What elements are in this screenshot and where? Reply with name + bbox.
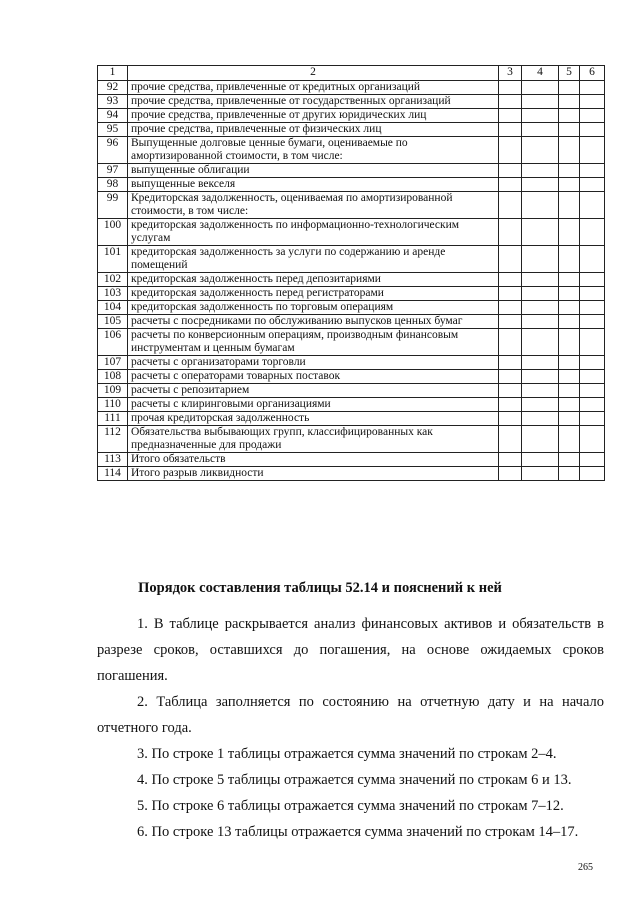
row-number: 110 <box>98 398 128 412</box>
value-cell <box>499 81 522 95</box>
table-row <box>98 164 605 178</box>
value-cell <box>580 426 605 453</box>
row-number: 111 <box>98 412 128 426</box>
value-cell <box>580 301 605 315</box>
row-number: 92 <box>98 81 128 95</box>
value-cell <box>580 246 605 273</box>
row-description: Обязательства выбывающих групп, классифицированных как предназначенные для продажи <box>128 426 499 453</box>
table-row <box>98 178 605 192</box>
row-description: кредиторская задолженность по торговым операциям <box>128 301 499 315</box>
row-number: 94 <box>98 109 128 123</box>
value-cell <box>559 137 580 164</box>
table-row <box>98 329 605 356</box>
table-row <box>98 453 605 467</box>
table-row <box>98 246 605 273</box>
value-cell <box>559 370 580 384</box>
value-cell <box>522 81 559 95</box>
value-cell <box>522 273 559 287</box>
value-cell <box>559 178 580 192</box>
value-cell <box>499 164 522 178</box>
value-cell <box>559 219 580 246</box>
table-row <box>98 356 605 370</box>
table-row <box>98 109 605 123</box>
value-cell <box>522 384 559 398</box>
value-cell <box>559 301 580 315</box>
value-cell <box>499 467 522 481</box>
value-cell <box>499 219 522 246</box>
paragraph-4: 4. По строке 5 таблицы отражается сумма значений по строкам 6 и 13. <box>137 772 572 788</box>
table-row <box>98 95 605 109</box>
value-cell <box>559 412 580 426</box>
row-number: 96 <box>98 137 128 164</box>
row-description: Итого разрыв ликвидности <box>128 467 499 481</box>
value-cell <box>580 219 605 246</box>
value-cell <box>522 219 559 246</box>
value-cell <box>559 273 580 287</box>
row-number: 97 <box>98 164 128 178</box>
value-cell <box>522 192 559 219</box>
value-cell <box>522 453 559 467</box>
value-cell <box>559 109 580 123</box>
column-header: 2 <box>128 66 499 81</box>
row-number: 112 <box>98 426 128 453</box>
value-cell <box>559 453 580 467</box>
value-cell <box>499 273 522 287</box>
column-header: 6 <box>580 66 605 81</box>
value-cell <box>580 453 605 467</box>
row-description: расчеты с репозитарием <box>128 384 499 398</box>
row-number: 102 <box>98 273 128 287</box>
value-cell <box>499 178 522 192</box>
row-description: кредиторская задолженность перед регистраторами <box>128 287 499 301</box>
value-cell <box>522 164 559 178</box>
value-cell <box>580 137 605 164</box>
value-cell <box>499 137 522 164</box>
value-cell <box>522 412 559 426</box>
value-cell <box>559 246 580 273</box>
row-description: Выпущенные долговые ценные бумаги, оцениваемые по амортизированной стоимости, в том числе: <box>128 137 499 164</box>
row-description: расчеты с операторами товарных поставок <box>128 370 499 384</box>
value-cell <box>580 192 605 219</box>
value-cell <box>559 426 580 453</box>
row-number: 114 <box>98 467 128 481</box>
value-cell <box>580 412 605 426</box>
table-row <box>98 137 605 164</box>
row-description: расчеты с клиринговыми организациями <box>128 398 499 412</box>
table-row <box>98 273 605 287</box>
value-cell <box>499 192 522 219</box>
value-cell <box>499 370 522 384</box>
value-cell <box>580 370 605 384</box>
table-row <box>98 315 605 329</box>
row-number: 105 <box>98 315 128 329</box>
row-number: 109 <box>98 384 128 398</box>
paragraph-5: 5. По строке 6 таблицы отражается сумма значений по строкам 7–12. <box>137 798 564 814</box>
row-description: расчеты по конверсионным операциям, производным финансовым инструментам и ценным бумагам <box>128 329 499 356</box>
value-cell <box>522 315 559 329</box>
table-row <box>98 301 605 315</box>
row-number: 98 <box>98 178 128 192</box>
section-heading: Порядок составления таблицы 52.14 и пояснений к ней <box>138 580 502 596</box>
value-cell <box>559 384 580 398</box>
value-cell <box>522 426 559 453</box>
value-cell <box>559 467 580 481</box>
value-cell <box>559 95 580 109</box>
row-description: выпущенные облигации <box>128 164 499 178</box>
value-cell <box>580 109 605 123</box>
row-number: 93 <box>98 95 128 109</box>
value-cell <box>559 356 580 370</box>
table-row <box>98 384 605 398</box>
row-description: прочие средства, привлеченные от государственных организаций <box>128 95 499 109</box>
value-cell <box>522 398 559 412</box>
row-description: прочие средства, привлеченные от других юридических лиц <box>128 109 499 123</box>
value-cell <box>522 178 559 192</box>
table-row <box>98 219 605 246</box>
row-description: расчеты с организаторами торговли <box>128 356 499 370</box>
value-cell <box>559 192 580 219</box>
table-row <box>98 467 605 481</box>
value-cell <box>559 398 580 412</box>
value-cell <box>522 246 559 273</box>
column-header: 3 <box>499 66 522 81</box>
row-number: 100 <box>98 219 128 246</box>
value-cell <box>499 412 522 426</box>
row-number: 108 <box>98 370 128 384</box>
value-cell <box>522 301 559 315</box>
value-cell <box>559 81 580 95</box>
row-description: кредиторская задолженность по информационно-технологическим услугам <box>128 219 499 246</box>
value-cell <box>499 329 522 356</box>
value-cell <box>559 164 580 178</box>
paragraph-2: 2. Таблица заполняется по состоянию на отчетную дату и на начало отчетного года. <box>97 694 604 736</box>
value-cell <box>499 287 522 301</box>
liquidity-table <box>97 65 605 481</box>
value-cell <box>580 467 605 481</box>
value-cell <box>522 467 559 481</box>
row-description: Кредиторская задолженность, оцениваемая по амортизированной стоимости, в том числе: <box>128 192 499 219</box>
table-row <box>98 426 605 453</box>
row-number: 113 <box>98 453 128 467</box>
value-cell <box>559 315 580 329</box>
table-body <box>98 81 605 481</box>
value-cell <box>580 384 605 398</box>
column-header: 5 <box>559 66 580 81</box>
row-number: 107 <box>98 356 128 370</box>
row-number: 95 <box>98 123 128 137</box>
value-cell <box>499 356 522 370</box>
value-cell <box>499 95 522 109</box>
value-cell <box>580 273 605 287</box>
table-row <box>98 81 605 95</box>
value-cell <box>499 301 522 315</box>
value-cell <box>499 315 522 329</box>
paragraph-6: 6. По строке 13 таблицы отражается сумма значений по строкам 14–17. <box>137 824 579 840</box>
value-cell <box>522 370 559 384</box>
value-cell <box>522 356 559 370</box>
row-description: прочие средства, привлеченные от кредитных организаций <box>128 81 499 95</box>
row-description: кредиторская задолженность перед депозитариями <box>128 273 499 287</box>
table-row <box>98 192 605 219</box>
value-cell <box>522 329 559 356</box>
row-description: выпущенные векселя <box>128 178 499 192</box>
table-row <box>98 287 605 301</box>
value-cell <box>522 137 559 164</box>
value-cell <box>559 287 580 301</box>
value-cell <box>499 426 522 453</box>
row-description: Итого обязательств <box>128 453 499 467</box>
value-cell <box>499 123 522 137</box>
page-number: 265 <box>578 862 593 873</box>
value-cell <box>580 81 605 95</box>
row-number: 106 <box>98 329 128 356</box>
table-row <box>98 370 605 384</box>
row-description: кредиторская задолженность за услуги по содержанию и аренде помещений <box>128 246 499 273</box>
row-number: 101 <box>98 246 128 273</box>
value-cell <box>522 95 559 109</box>
value-cell <box>580 95 605 109</box>
value-cell <box>522 123 559 137</box>
value-cell <box>580 329 605 356</box>
value-cell <box>499 453 522 467</box>
table-header-row <box>98 66 605 81</box>
value-cell <box>580 398 605 412</box>
value-cell <box>580 123 605 137</box>
row-description: прочие средства, привлеченные от физических лиц <box>128 123 499 137</box>
value-cell <box>559 123 580 137</box>
table-row <box>98 412 605 426</box>
table-row <box>98 123 605 137</box>
paragraph-3: 3. По строке 1 таблицы отражается сумма значений по строкам 2–4. <box>137 746 557 762</box>
row-number: 99 <box>98 192 128 219</box>
row-number: 104 <box>98 301 128 315</box>
value-cell <box>522 287 559 301</box>
column-header: 1 <box>98 66 128 81</box>
value-cell <box>499 246 522 273</box>
value-cell <box>580 287 605 301</box>
value-cell <box>499 109 522 123</box>
row-number: 103 <box>98 287 128 301</box>
table-row <box>98 398 605 412</box>
value-cell <box>580 315 605 329</box>
paragraph-1: 1. В таблице раскрывается анализ финансовых активов и обязательств в разрезе сроков, оставшихся до погашения, на основе ожидаемых сроков погашения. <box>97 616 604 684</box>
value-cell <box>580 356 605 370</box>
value-cell <box>580 164 605 178</box>
value-cell <box>499 398 522 412</box>
value-cell <box>499 384 522 398</box>
row-description: прочая кредиторская задолженность <box>128 412 499 426</box>
value-cell <box>580 178 605 192</box>
value-cell <box>559 329 580 356</box>
column-header: 4 <box>522 66 559 81</box>
value-cell <box>522 109 559 123</box>
row-description: расчеты с посредниками по обслуживанию выпусков ценных бумаг <box>128 315 499 329</box>
